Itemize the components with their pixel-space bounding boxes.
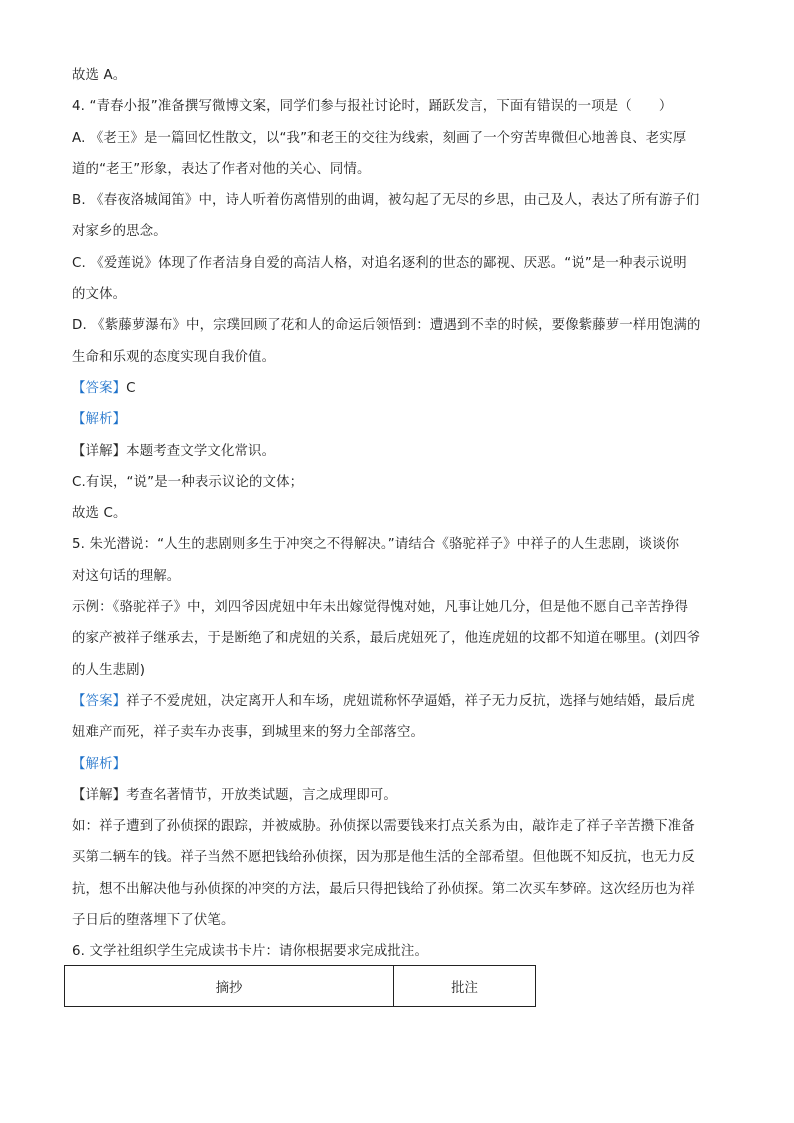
line-text: 对这句话的理解。: [72, 568, 181, 584]
answer-5: [72, 686, 724, 717]
line-text: 祥子不爱虎妞，决定离开人和车场，虎妞谎称怀孕逼婚，祥子无力反抗，选择与她结婚，最后虎: [126, 693, 695, 709]
line-text: 6. 文学社组织学生完成读书卡片：请你根据要求完成批注。: [72, 944, 428, 960]
excerpt-header: 摘抄: [65, 966, 394, 1007]
line-text: 5. 朱光潜说：“人生的悲剧则多生于冲突之不得解决。”请结合《骆驼祥子》中祥子的人生悲剧，谈谈你: [72, 537, 680, 553]
choice-4: [72, 498, 724, 529]
line-1: [72, 60, 724, 91]
line-text: C. 《爱莲说》体现了作者洁身自爱的高洁人格，对追名逐利的世态的鄙视、厌恶。“说”是一种表示说明: [72, 255, 687, 271]
example-5-end: [72, 655, 724, 686]
line-text: A. 《老王》是一篇回忆性散文，以“我”和老王的交往为线索，刻画了一个穷苦卑微但心地善良、老实厚: [72, 130, 687, 146]
detail-5: [72, 780, 724, 811]
option-a-cont: [72, 154, 724, 185]
question-6: [72, 936, 724, 967]
answer-5-cont: [72, 717, 724, 748]
line-text: 的人生悲剧): [72, 662, 146, 678]
line-text: 妞难产而死，祥子卖车办丧事，到城里来的努力全部落空。: [72, 725, 425, 741]
line-text: 【详解】考查名著情节，开放类试题，言之成理即可。: [72, 787, 397, 803]
line-text: 生命和乐观的态度实现自我价值。: [72, 349, 276, 365]
detail-5-para-3: [72, 874, 724, 905]
line-text: 子日后的堕落埋下了伏笔。: [72, 913, 235, 929]
analysis-4: [72, 404, 724, 435]
detail-5-para-4: [72, 905, 724, 936]
line-text: B. 《春夜洛城闻笛》中，诗人听着伤离惜别的曲调，被勾起了无尽的乡思，由己及人，表达了所有游子们: [72, 193, 700, 209]
example-5-cont: [72, 623, 724, 654]
detail-4: [72, 436, 724, 467]
option-d: [72, 310, 724, 341]
analysis-tag: 【解析】: [72, 412, 127, 428]
option-c-cont: [72, 279, 724, 310]
option-b-cont: [72, 216, 724, 247]
line-text: 示例：《骆驼祥子》中，刘四爷因虎妞中年未出嫁觉得愧对她，凡事让她几分，但是他不愿自己辛苦挣得: [72, 600, 689, 616]
line-text: 故选 C。: [72, 506, 127, 522]
line-text: D. 《紫藤萝瀑布》中，宗璞回顾了花和人的命运后领悟到：遭遇到不幸的时候，要像紫藤萝一样用饱满的: [72, 318, 701, 334]
table-header-row: [65, 966, 536, 1007]
line-text: 道的“老王”形象，表达了作者对他的关心、同情。: [72, 161, 371, 177]
line-text: 买第二辆车的钱。祥子当然不愿把钱给孙侦探，因为那是他生活的全部希望。但他既不知反抗，也无力反: [72, 850, 695, 866]
detail-4-c: [72, 467, 724, 498]
question-5: [72, 529, 724, 560]
answer-tag: 【答案】: [72, 380, 127, 396]
line-text: C.有误，“说”是一种表示议论的文体；: [72, 474, 304, 490]
example-5: [72, 592, 724, 623]
answer-4: [72, 373, 724, 404]
line-text: 如：祥子遭到了孙侦探的跟踪，并被威胁。孙侦探以需要钱来打点关系为由，敲诈走了祥子辛苦攒下准备: [72, 819, 695, 835]
analysis-5: [72, 749, 724, 780]
line-text: C: [126, 380, 136, 396]
detail-5-para-1: [72, 811, 724, 842]
line-text: 的家产被祥子继承去，于是断绝了和虎妞的关系，最后虎妞死了，他连虎妞的坟都不知道在哪里。(刘四爷: [72, 631, 701, 647]
detail-5-para-2: [72, 842, 724, 873]
line-text: 抗，想不出解决他与孙侦探的冲突的方法，最后只得把钱给了孙侦探。第二次买车梦碎。这次经历也为祥: [72, 881, 695, 897]
option-c: [72, 248, 724, 279]
option-d-cont: [72, 342, 724, 373]
answer-tag: 【答案】: [72, 693, 127, 709]
reading-card-table: [64, 965, 536, 1007]
analysis-tag: 【解析】: [72, 756, 127, 772]
question-4: [72, 91, 724, 122]
option-a: [72, 123, 724, 154]
line-text: 的文体。: [72, 287, 127, 303]
line-text: 故选 A。: [72, 68, 127, 83]
line-text: 对家乡的思念。: [72, 224, 167, 240]
line-text: 【详解】本题考查文学文化常识。: [72, 443, 276, 459]
question-5-cont: [72, 561, 724, 592]
annotation-header: 批注: [394, 966, 536, 1007]
line-text: 4. “青春小报”准备撰写微博文案，同学们参与报社讨论时，踊跃发言，下面有错误的一项是（ ）: [72, 99, 673, 115]
document-body: [72, 60, 724, 968]
option-b: [72, 185, 724, 216]
